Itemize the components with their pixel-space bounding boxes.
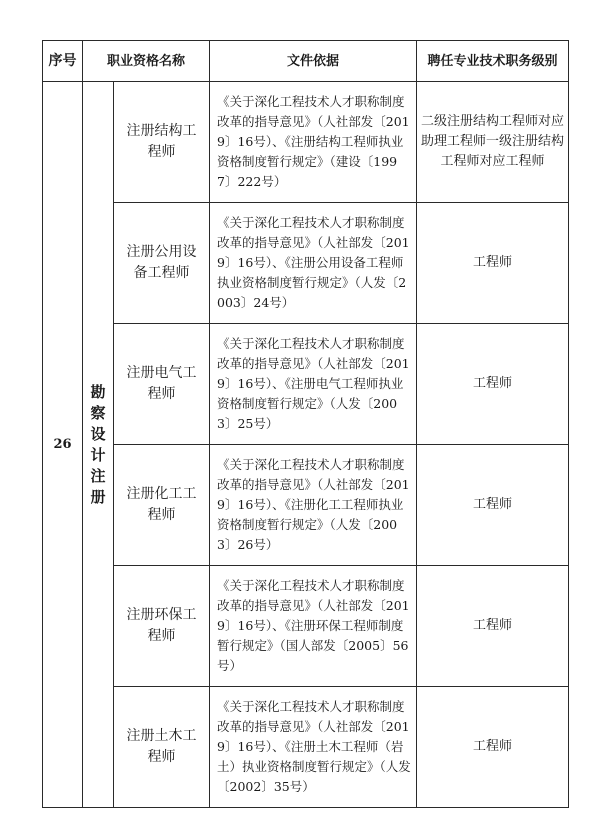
header-basis: 文件依据 xyxy=(210,41,417,82)
basis-cell: 《关于深化工程技术人才职称制度改革的指导意见》（人社部发〔2019〕16号）、《注册土木工程师（岩土）执业资格制度暂行规定》（人发〔2002〕35号） xyxy=(210,687,417,808)
table-header-row xyxy=(43,41,569,82)
title-level-cell: 工程师 xyxy=(417,566,569,687)
title-level-cell: 二级注册结构工程师对应助理工程师一级注册结构工程师对应工程师 xyxy=(417,82,569,203)
basis-cell: 《关于深化工程技术人才职称制度改革的指导意见》（人社部发〔2019〕16号）、《注册公用设备工程师执业资格制度暂行规定》（人发〔2003〕24号） xyxy=(210,203,417,324)
table-row xyxy=(43,566,569,687)
basis-cell: 《关于深化工程技术人才职称制度改革的指导意见》（人社部发〔2019〕16号）、《注册结构工程师执业资格制度暂行规定》（建设〔1997〕222号） xyxy=(210,82,417,203)
title-level-cell: 工程师 xyxy=(417,203,569,324)
category-label xyxy=(83,82,114,808)
basis-cell: 《关于深化工程技术人才职称制度改革的指导意见》（人社部发〔2019〕16号）、《注册环保工程师制度暂行规定》（国人部发〔2005〕56号） xyxy=(210,566,417,687)
row-seq-number: 26 xyxy=(43,82,83,808)
qualification-name-cell: 注册土木工程师 xyxy=(114,687,210,808)
table-row xyxy=(43,203,569,324)
qualification-name-cell: 注册电气工程师 xyxy=(114,324,210,445)
table-row xyxy=(43,324,569,445)
header-qualification-name: 职业资格名称 xyxy=(83,41,210,82)
title-level-cell: 工程师 xyxy=(417,687,569,808)
qualification-name-cell: 注册环保工程师 xyxy=(114,566,210,687)
basis-cell: 《关于深化工程技术人才职称制度改革的指导意见》（人社部发〔2019〕16号）、《注册化工工程师执业资格制度暂行规定》（人发〔2003〕26号） xyxy=(210,445,417,566)
qualification-name-cell: 注册公用设备工程师 xyxy=(114,203,210,324)
table-row xyxy=(43,82,569,203)
table-row xyxy=(43,687,569,808)
title-level-cell: 工程师 xyxy=(417,445,569,566)
category-text: 勘察设计注册 xyxy=(90,382,106,506)
qualification-name-cell: 注册化工工程师 xyxy=(114,445,210,566)
qualification-name-cell: 注册结构工程师 xyxy=(114,82,210,203)
header-seq: 序号 xyxy=(43,41,83,82)
qualification-table xyxy=(42,40,569,808)
table-row xyxy=(43,445,569,566)
basis-cell: 《关于深化工程技术人才职称制度改革的指导意见》（人社部发〔2019〕16号）、《注册电气工程师执业资格制度暂行规定》（人发〔2003〕25号） xyxy=(210,324,417,445)
header-title-level: 聘任专业技术职务级别 xyxy=(417,41,569,82)
title-level-cell: 工程师 xyxy=(417,324,569,445)
